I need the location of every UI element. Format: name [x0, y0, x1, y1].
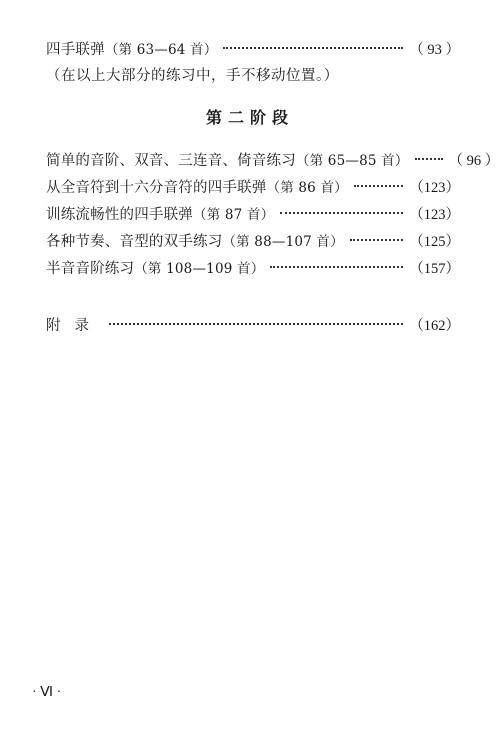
toc-entry-page: （123）	[409, 206, 460, 223]
toc-entry-page: （123）	[409, 179, 460, 196]
toc-entry-page: （157）	[409, 260, 460, 277]
toc-entry-title-text: 训练流畅性的四手联弹	[46, 206, 193, 223]
toc-entry-page: （ 96 ）	[448, 152, 500, 169]
dot-leader	[270, 260, 403, 268]
toc-entry-page: （162）	[409, 317, 460, 334]
toc-entry[interactable]	[46, 229, 460, 251]
toc-entry-title	[46, 176, 348, 197]
toc-entry-title-text: 从全音符到十六分音符的四手联弹	[46, 179, 267, 196]
toc-entry-title	[46, 257, 264, 278]
toc-entry-page: （ 93 ）	[409, 41, 460, 58]
toc-entry-detail: （第 86 首）	[266, 179, 348, 196]
toc-entry-title-text: 各种节奏、音型的双手练习	[46, 233, 223, 250]
dot-leader	[415, 152, 443, 160]
section-heading: 第二阶段	[205, 108, 294, 127]
toc-entry[interactable]	[46, 256, 460, 278]
toc-entry-title	[46, 38, 217, 59]
toc-entry-title: 附录	[46, 317, 103, 334]
toc-entry-title-text: 四手联弹	[46, 41, 105, 58]
dot-leader	[280, 206, 403, 214]
toc-entry[interactable]	[46, 148, 500, 170]
toc-entry-title-text: 简单的音阶、双音、三连音、倚音练习	[46, 152, 296, 169]
toc-entry[interactable]	[46, 202, 460, 224]
toc-entry-detail: （第 65—85 首）	[295, 152, 409, 169]
toc-entry-title	[46, 230, 344, 251]
toc-entry[interactable]	[46, 175, 460, 197]
toc-entry-detail: （第 63—64 首）	[104, 41, 218, 58]
toc-entry-detail: （第 108—109 首）	[134, 260, 265, 277]
toc-entry-title	[46, 149, 409, 170]
toc-entry-page: （125）	[409, 233, 460, 250]
dot-leader	[354, 179, 403, 187]
toc-entry-four-hands[interactable]	[46, 37, 460, 59]
dot-leader	[109, 317, 403, 325]
toc-entry-detail: （第 88—107 首）	[222, 233, 344, 250]
page-number: · Ⅵ ·	[32, 685, 62, 700]
toc-entry-title	[46, 203, 274, 224]
toc-entry-detail: （第 87 首）	[193, 206, 275, 223]
dot-leader	[350, 233, 403, 241]
toc-note: （在以上大部分的练习中，手不移动位置。）	[46, 68, 339, 84]
toc-entry-appendix[interactable]	[46, 313, 460, 335]
dot-leader	[223, 41, 403, 49]
toc-entry-title-text: 半音音阶练习	[46, 260, 135, 277]
